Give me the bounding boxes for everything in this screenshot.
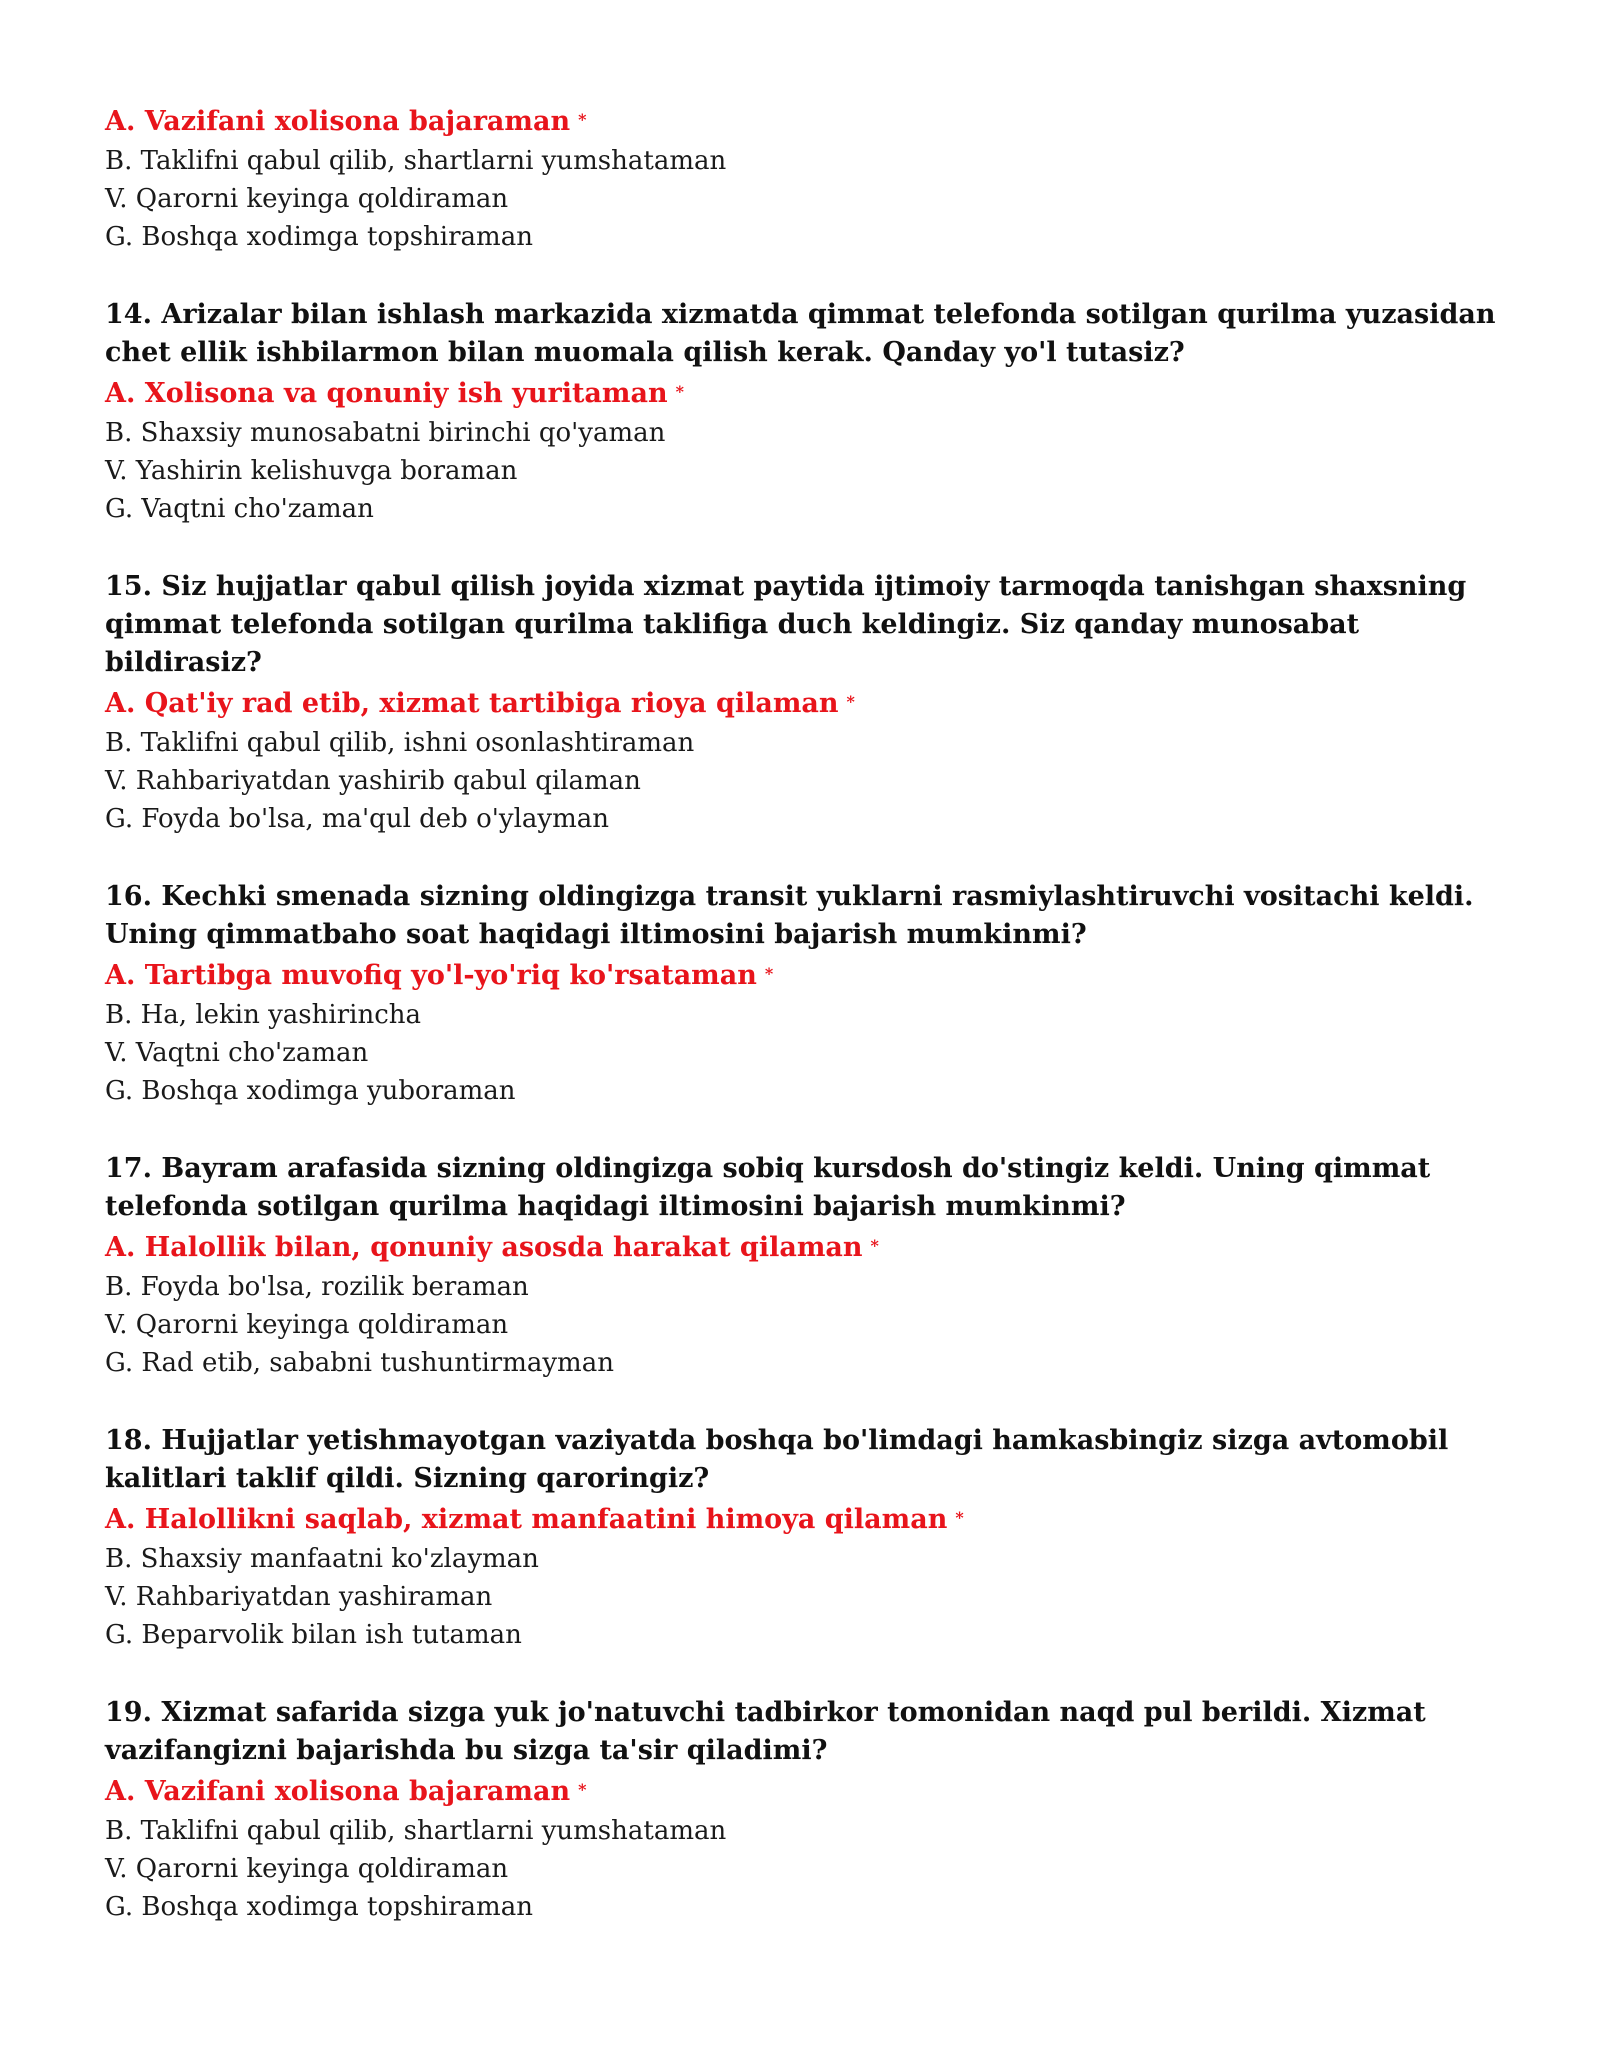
quiz-document [105,102,1525,1966]
option-text: B. Taklifni qabul qilib, shartlarni yumshataman [105,146,727,176]
option-text: A. Xolisona va qonuniy ish yuritaman [105,378,668,409]
question-text: 17. Bayram arafasida sizning oldingizga sobiq kursdosh do'stingiz keldi. Uning qimmat telefonda sotilgan qurilma haqidagi iltimosini bajarish mumkinmi? [105,1153,1431,1222]
question-text: 14. Arizalar bilan ishlash markazida xizmatda qimmat telefonda sotilgan qurilma yuzasidan chet ellik ishbilarmon bilan muomala qilish kerak. Qanday yo'l tutasiz? [105,299,1496,368]
option-text: V. Qarorni keyinga qoldiraman [105,184,509,214]
answer-option [105,218,1525,256]
answer-option [105,1306,1525,1344]
option-text: A. Vazifani xolisona bajaraman [105,1776,571,1807]
question-block [105,878,1525,1110]
answer-option [105,762,1525,800]
question-block [105,296,1525,528]
option-text: G. Rad etib, sababni tushuntirmayman [105,1348,614,1378]
answer-option [105,1812,1525,1850]
option-text: G. Boshqa xodimga yuboraman [105,1076,516,1106]
correct-marker-icon: * [764,964,774,983]
option-text: G. Boshqa xodimga topshiraman [105,222,533,252]
option-text: B. Shaxsiy manfaatni ko'zlayman [105,1544,539,1574]
correct-marker-icon: * [578,1780,587,1799]
question-block [105,1150,1525,1382]
option-text: G. Vaqtni cho'zaman [105,494,374,524]
answer-option [105,1888,1525,1926]
option-text: G. Boshqa xodimga topshiraman [105,1892,533,1922]
option-text: A. Halollikni saqlab, xizmat manfaatini himoya qilaman [105,1504,948,1535]
option-text: B. Foyda bo'lsa, rozilik beraman [105,1272,529,1302]
option-text: G. Foyda bo'lsa, ma'qul deb o'ylayman [105,804,609,834]
correct-marker-icon: * [846,692,855,711]
answer-option [105,800,1525,838]
option-text: V. Yashirin kelishuvga boraman [105,456,518,486]
correct-marker-icon: * [578,110,587,129]
answer-option [105,1072,1525,1110]
answer-option [105,1578,1525,1616]
answer-option [105,1344,1525,1382]
question-text: 15. Siz hujjatlar qabul qilish joyida xizmat paytida ijtimoiy tarmoqda tanishgan shaxsning qimmat telefonda sotilgan qurilma taklifiga duch keldingiz. Siz qanday munosabat bildirasiz? [105,571,1467,678]
option-text: V. Qarorni keyinga qoldiraman [105,1854,509,1884]
question-text: 19. Xizmat safarida sizga yuk jo'natuvchi tadbirkor tomonidan naqd pul berildi. Xizmat vazifangizni bajarishda bu sizga ta'sir qiladimi? [105,1697,1426,1766]
answer-option [105,996,1525,1034]
answer-option [105,490,1525,528]
option-text: A. Tartibga muvofiq yo'l-yo'riq ko'rsataman [105,960,757,991]
option-text: V. Rahbariyatdan yashirib qabul qilaman [105,766,641,796]
answer-option [105,1850,1525,1888]
correct-marker-icon: * [955,1508,964,1527]
option-text: B. Ha, lekin yashirincha [105,1000,422,1030]
answer-option [105,724,1525,762]
option-text: B. Taklifni qabul qilib, ishni osonlashtiraman [105,728,695,758]
answer-option [105,1540,1525,1578]
answer-option [105,142,1525,180]
answer-option [105,1268,1525,1306]
correct-answer-option [105,374,1525,414]
option-text: V. Qarorni keyinga qoldiraman [105,1310,509,1340]
question-block [105,1694,1525,1926]
option-text: B. Shaxsiy munosabatni birinchi qo'yaman [105,418,666,448]
option-text: A. Halollik bilan, qonuniy asosda harakat qilaman [105,1232,863,1263]
option-text: G. Beparvolik bilan ish tutaman [105,1620,522,1650]
correct-answer-option [105,956,1525,996]
correct-answer-option [105,684,1525,724]
answer-option [105,452,1525,490]
option-text: A. Vazifani xolisona bajaraman [105,106,571,137]
answer-option [105,1616,1525,1654]
correct-answer-option [105,1772,1525,1812]
option-text: A. Qat'iy rad etib, xizmat tartibiga rioya qilaman [105,688,839,719]
option-text: V. Vaqtni cho'zaman [105,1038,369,1068]
answer-option [105,414,1525,452]
question-text: 18. Hujjatlar yetishmayotgan vaziyatda boshqa bo'limdagi hamkasbingiz sizga avtomobil kalitlari taklif qildi. Sizning qaroringiz? [105,1425,1449,1494]
correct-answer-option [105,102,1525,142]
correct-marker-icon: * [870,1236,879,1255]
correct-answer-option [105,1500,1525,1540]
option-text: B. Taklifni qabul qilib, shartlarni yumshataman [105,1816,727,1846]
question-block [105,102,1525,256]
correct-marker-icon: * [675,382,684,401]
correct-answer-option [105,1228,1525,1268]
question-text: 16. Kechki smenada sizning oldingizga transit yuklarni rasmiylashtiruvchi vositachi keldi. Uning qimmatbaho soat haqidagi iltimosini bajarish mumkinmi? [105,881,1474,950]
question-block [105,1422,1525,1654]
answer-option [105,180,1525,218]
answer-option [105,1034,1525,1072]
option-text: V. Rahbariyatdan yashiraman [105,1582,493,1612]
question-block [105,568,1525,838]
